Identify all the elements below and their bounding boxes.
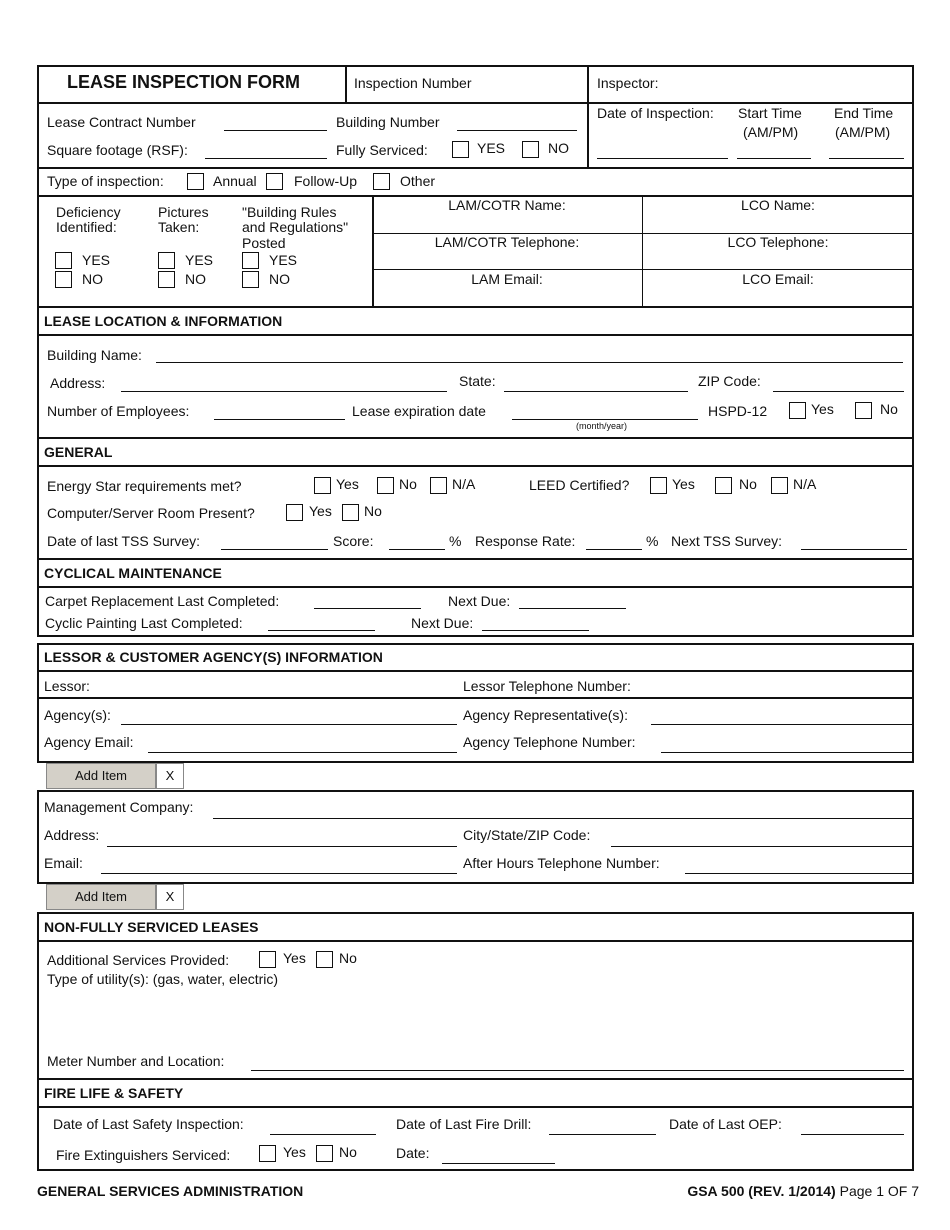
lease-expiration-label: Lease expiration date: [352, 403, 486, 419]
energy-star-yes-label: Yes: [336, 476, 359, 492]
bottom-frame: [37, 912, 914, 1171]
date-of-inspection-label: Date of Inspection:: [597, 105, 714, 121]
cyclical-heading: CYCLICAL MAINTENANCE: [44, 565, 222, 581]
lco-telephone-label: LCO Telephone:: [727, 234, 829, 250]
leed-label: LEED Certified?: [529, 477, 630, 493]
energy-star-no-label: No: [399, 476, 417, 492]
fully-serviced-yes-label: YES: [477, 140, 506, 156]
additional-services-no-checkbox[interactable]: [316, 951, 333, 968]
divider: [37, 1078, 914, 1080]
additional-services-label: Additional Services Provided:: [47, 952, 230, 968]
divider: [37, 558, 914, 560]
rules-label-line1: "Building Rules: [242, 204, 337, 220]
agency-rep-label: Agency Representative(s):: [463, 707, 628, 723]
employees-field[interactable]: [214, 419, 345, 420]
meter-label: Meter Number and Location:: [47, 1053, 225, 1069]
agency-email-field[interactable]: [148, 752, 457, 753]
hspd-yes-label: Yes: [811, 401, 834, 417]
agency-phone-label: Agency Telephone Number:: [463, 734, 636, 750]
pictures-no-label: NO: [185, 271, 206, 287]
leed-no-checkbox[interactable]: [715, 477, 732, 494]
divider: [372, 269, 914, 270]
lco-email-label: LCO Email:: [742, 271, 814, 287]
divider: [37, 437, 914, 439]
agency-rep-field[interactable]: [651, 724, 912, 725]
pictures-no-checkbox[interactable]: [158, 271, 175, 288]
hspd-yes-checkbox[interactable]: [789, 402, 806, 419]
deficiency-yes-label: YES: [82, 252, 111, 268]
computer-room-no-label: No: [364, 503, 382, 519]
hspd-no-label: No: [880, 401, 898, 417]
divider: [37, 697, 914, 699]
extinguisher-date-label: Date:: [396, 1145, 430, 1161]
pictures-label-line1: Pictures: [158, 204, 209, 220]
score-label: Score:: [333, 533, 374, 549]
lessor-label: Lessor:: [44, 678, 90, 694]
add-item-button[interactable]: Add Item: [46, 884, 156, 910]
fire-drill-field[interactable]: [549, 1134, 656, 1135]
extinguisher-date-field[interactable]: [442, 1163, 555, 1164]
lease-location-heading: LEASE LOCATION & INFORMATION: [44, 313, 283, 329]
divider: [37, 306, 914, 308]
fully-serviced-no-label: NO: [548, 140, 569, 156]
extinguishers-no-label: No: [339, 1144, 357, 1160]
computer-room-yes-checkbox[interactable]: [286, 504, 303, 521]
agency-email-label: Agency Email:: [44, 734, 134, 750]
leed-na-checkbox[interactable]: [771, 477, 788, 494]
non-fully-heading: NON-FULLY SERVICED LEASES: [44, 919, 259, 935]
inspection-type-label: Type of inspection:: [47, 173, 164, 189]
follow-up-label: Follow-Up: [294, 173, 358, 189]
agencies-field[interactable]: [121, 724, 457, 725]
safety-inspection-label: Date of Last Safety Inspection:: [53, 1116, 244, 1132]
lam-cotr-name-label: LAM/COTR Name:: [448, 197, 566, 213]
end-time-label: End Time: [834, 105, 894, 121]
management-company-field[interactable]: [213, 818, 912, 819]
carpet-field[interactable]: [314, 608, 421, 609]
state-field[interactable]: [504, 391, 688, 392]
pictures-label-line2: Taken:: [158, 219, 200, 235]
building-number-label: Building Number: [336, 114, 440, 130]
management-email-field[interactable]: [101, 873, 457, 874]
divider: [37, 940, 914, 942]
lam-cotr-telephone-label: LAM/COTR Telephone:: [434, 234, 580, 250]
deficiency-label-line2: Identified:: [56, 219, 117, 235]
divider: [37, 465, 914, 467]
response-rate-label: Response Rate:: [475, 533, 576, 549]
rules-no-label: NO: [269, 271, 290, 287]
building-name-label: Building Name:: [47, 347, 142, 363]
rules-label-line2: and Regulations": [242, 219, 349, 235]
rules-label-line3: Posted: [242, 235, 286, 251]
fully-serviced-label: Fully Serviced:: [336, 142, 428, 158]
follow-up-checkbox[interactable]: [266, 173, 283, 190]
leed-yes-label: Yes: [672, 476, 695, 492]
extinguishers-no-checkbox[interactable]: [316, 1145, 333, 1162]
lessor-heading: LESSOR & CUSTOMER AGENCY(S) INFORMATION: [44, 649, 383, 665]
fire-heading: FIRE LIFE & SAFETY: [44, 1085, 184, 1101]
management-company-label: Management Company:: [44, 799, 194, 815]
deficiency-label-line1: Deficiency: [56, 204, 121, 220]
address-label: Address:: [50, 375, 106, 391]
divider: [37, 670, 914, 672]
extinguishers-label: Fire Extinguishers Serviced:: [56, 1147, 231, 1163]
divider: [37, 102, 914, 104]
oep-field[interactable]: [801, 1134, 904, 1135]
lco-name-label: LCO Name:: [741, 197, 815, 213]
building-name-field[interactable]: [156, 362, 903, 363]
additional-services-yes-checkbox[interactable]: [259, 951, 276, 968]
inspector-label: Inspector:: [597, 75, 659, 91]
lessor-phone-label: Lessor Telephone Number:: [463, 678, 631, 694]
form-title: LEASE INSPECTION FORM: [67, 72, 301, 92]
energy-star-na-checkbox[interactable]: [430, 477, 447, 494]
painting-next-due-field[interactable]: [482, 630, 589, 631]
annual-label: Annual: [213, 173, 257, 189]
management-email-label: Email:: [44, 855, 83, 871]
rules-yes-label: YES: [269, 252, 298, 268]
divider: [345, 65, 347, 103]
agency-phone-field[interactable]: [661, 752, 912, 753]
next-tss-label: Next TSS Survey:: [671, 533, 783, 549]
square-footage-label: Square footage (RSF):: [47, 142, 188, 158]
additional-services-no-label: No: [339, 950, 357, 966]
oep-label: Date of Last OEP:: [669, 1116, 782, 1132]
extinguishers-yes-label: Yes: [283, 1144, 306, 1160]
other-label: Other: [400, 173, 436, 189]
carpet-next-due-label: Next Due:: [448, 593, 511, 609]
employees-label: Number of Employees:: [47, 403, 190, 419]
meter-field[interactable]: [251, 1070, 904, 1071]
divider: [37, 1106, 914, 1108]
date-of-inspection-field[interactable]: [597, 158, 728, 159]
response-rate-percent: %: [646, 533, 659, 549]
pictures-yes-checkbox[interactable]: [158, 252, 175, 269]
agencies-label: Agency(s):: [44, 707, 111, 723]
divider: [37, 334, 914, 336]
leed-yes-checkbox[interactable]: [650, 477, 667, 494]
deficiency-yes-checkbox[interactable]: [55, 252, 72, 269]
hspd-no-checkbox[interactable]: [855, 402, 872, 419]
divider: [37, 586, 914, 588]
inspection-number-label: Inspection Number: [354, 75, 472, 91]
start-time-field[interactable]: [737, 158, 811, 159]
fully-serviced-no-checkbox[interactable]: [522, 141, 539, 158]
zip-field[interactable]: [773, 391, 904, 392]
lease-contract-field[interactable]: [224, 130, 327, 131]
score-percent: %: [449, 533, 462, 549]
footer-right: [687, 1183, 919, 1199]
carpet-next-due-field[interactable]: [519, 608, 626, 609]
carpet-label: Carpet Replacement Last Completed:: [45, 593, 280, 609]
management-address-label: Address:: [44, 827, 100, 843]
address-field[interactable]: [121, 391, 447, 392]
deficiency-no-checkbox[interactable]: [55, 271, 72, 288]
annual-checkbox[interactable]: [187, 173, 204, 190]
painting-label: Cyclic Painting Last Completed:: [45, 615, 243, 631]
tss-date-field[interactable]: [221, 549, 328, 550]
energy-star-yes-checkbox[interactable]: [314, 477, 331, 494]
add-item-button[interactable]: Add Item: [46, 763, 156, 789]
additional-services-yes-label: Yes: [283, 950, 306, 966]
deficiency-no-label: NO: [82, 271, 103, 287]
hspd-label: HSPD-12: [708, 403, 768, 419]
extinguishers-yes-checkbox[interactable]: [259, 1145, 276, 1162]
computer-room-label: Computer/Server Room Present?: [47, 505, 255, 521]
zip-label: ZIP Code:: [698, 373, 761, 389]
lam-email-label: LAM Email:: [471, 271, 543, 287]
lease-contract-label: Lease Contract Number: [47, 114, 196, 130]
other-checkbox[interactable]: [373, 173, 390, 190]
form-id: GSA 500 (REV. 1/2014): [687, 1183, 836, 1199]
square-footage-field[interactable]: [205, 158, 327, 159]
utility-type-label: Type of utility(s): (gas, water, electric): [47, 971, 279, 987]
computer-room-no-checkbox[interactable]: [342, 504, 359, 521]
end-ampm-label: (AM/PM): [835, 124, 891, 140]
management-address-field[interactable]: [107, 846, 457, 847]
start-time-label: Start Time: [738, 105, 802, 121]
painting-next-due-label: Next Due:: [411, 615, 474, 631]
safety-inspection-field[interactable]: [270, 1134, 376, 1135]
leed-no-label: No: [739, 476, 757, 492]
next-tss-field[interactable]: [801, 549, 907, 550]
energy-star-no-checkbox[interactable]: [377, 477, 394, 494]
rules-yes-checkbox[interactable]: [242, 252, 259, 269]
energy-star-label: Energy Star requirements met?: [47, 478, 242, 494]
leed-na-label: N/A: [793, 476, 817, 492]
energy-star-na-label: N/A: [452, 476, 476, 492]
divider: [587, 65, 589, 168]
page-number: Page 1 OF 7: [839, 1183, 919, 1199]
after-hours-label: After Hours Telephone Number:: [463, 855, 660, 871]
remove-item-button[interactable]: X: [156, 884, 184, 910]
score-field[interactable]: [389, 549, 445, 550]
end-time-field[interactable]: [829, 158, 904, 159]
response-rate-field[interactable]: [586, 549, 642, 550]
fire-drill-label: Date of Last Fire Drill:: [396, 1116, 532, 1132]
general-heading: GENERAL: [44, 444, 113, 460]
month-year-hint: (month/year): [576, 421, 628, 431]
tss-date-label: Date of last TSS Survey:: [47, 533, 201, 549]
divider: [37, 167, 914, 169]
state-label: State:: [459, 373, 496, 389]
city-state-zip-field[interactable]: [611, 846, 912, 847]
start-ampm-label: (AM/PM): [743, 124, 799, 140]
computer-room-yes-label: Yes: [309, 503, 332, 519]
rules-no-checkbox[interactable]: [242, 271, 259, 288]
painting-field[interactable]: [268, 630, 375, 631]
remove-item-button[interactable]: X: [156, 763, 184, 789]
footer-agency: GENERAL SERVICES ADMINISTRATION: [37, 1183, 304, 1199]
after-hours-field[interactable]: [685, 873, 912, 874]
lease-expiration-field[interactable]: [512, 419, 698, 420]
fully-serviced-yes-checkbox[interactable]: [452, 141, 469, 158]
city-state-zip-label: City/State/ZIP Code:: [463, 827, 591, 843]
building-number-field[interactable]: [457, 130, 577, 131]
pictures-yes-label: YES: [185, 252, 214, 268]
